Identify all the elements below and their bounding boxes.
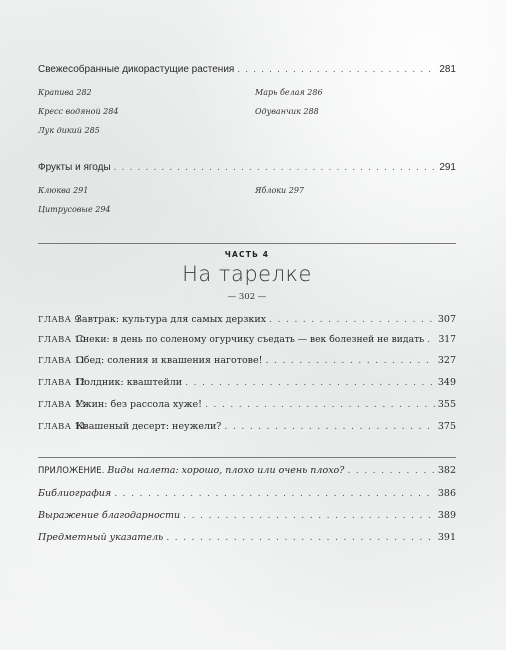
dot-leader — [265, 355, 434, 366]
toc-subitem[interactable]: Крапива 282 — [38, 88, 92, 97]
toc-chapter[interactable] — [38, 314, 456, 325]
dot-leader — [205, 399, 435, 410]
toc-section-wild-plants[interactable] — [38, 64, 456, 75]
chapter-title: Обед: соления и квашения наготове! — [76, 355, 263, 366]
chapter-label: ГЛАВА 14 — [38, 422, 86, 432]
dot-leader — [269, 314, 435, 325]
chapter-label: ГЛАВА 12 — [38, 378, 86, 388]
chapter-label: ГЛАВА 10 — [38, 335, 86, 345]
toc-subitem[interactable]: Одуванчик 288 — [255, 107, 319, 116]
dot-leader — [185, 377, 435, 388]
section-page: 281 — [439, 64, 456, 75]
divider — [38, 457, 456, 458]
toc-appendix[interactable] — [38, 465, 456, 476]
appendix-page: 382 — [437, 465, 456, 476]
appendix-prefix: ПРИЛОЖЕНИЕ. — [38, 466, 105, 476]
toc-subitem[interactable]: Яблоки 297 — [255, 186, 304, 195]
chapter-page: 327 — [437, 355, 456, 366]
toc-subitem[interactable]: Клюква 291 — [38, 186, 89, 195]
dot-leader — [237, 64, 436, 75]
chapter-title: Квашеный десерт: неужели? — [76, 421, 222, 432]
dot-leader — [427, 334, 435, 345]
dot-leader — [224, 421, 434, 432]
toc-acknowledgements[interactable] — [38, 510, 456, 521]
toc-subitem[interactable]: Кресс водяной 284 — [38, 107, 119, 116]
dot-leader — [114, 162, 437, 173]
toc-subitem[interactable]: Марь белая 286 — [255, 88, 323, 97]
section-page: 291 — [439, 162, 456, 173]
toc-chapter[interactable] — [38, 355, 456, 366]
part-label: ЧАСТЬ 4 — [224, 250, 270, 259]
appendix-title: Виды налета: хорошо, плохо или очень плохо? — [107, 465, 345, 476]
chapter-page: 307 — [437, 314, 456, 325]
section-title: Свежесобранные дикорастущие растения — [38, 64, 235, 75]
toc-chapter[interactable] — [38, 399, 456, 410]
toc-subitem[interactable]: Цитрусовые 294 — [38, 205, 111, 214]
part-title: На тарелке — [182, 262, 312, 286]
toc-index[interactable] — [38, 532, 456, 543]
chapter-label: ГЛАВА 9 — [38, 315, 81, 325]
chapter-page: 355 — [437, 399, 456, 410]
divider — [38, 243, 456, 244]
index-title: Предметный указатель — [38, 532, 164, 543]
toc-chapter[interactable] — [38, 334, 456, 345]
bibliography-title: Библиография — [38, 488, 112, 499]
chapter-title: Ужин: без рассола хуже! — [76, 399, 202, 410]
chapter-page: 375 — [437, 421, 456, 432]
toc-subitem[interactable]: Лук дикий 285 — [38, 126, 100, 135]
dot-leader — [114, 488, 435, 499]
dot-leader — [166, 532, 435, 543]
toc-chapter[interactable] — [38, 421, 456, 432]
acknowledgements-page: 389 — [437, 510, 456, 521]
chapter-title: Снеки: в день по соленому огурчику съедать — век болезней не видать — [76, 334, 425, 345]
dot-leader — [183, 510, 435, 521]
part-page: — 302 — — [227, 292, 267, 302]
chapter-label: ГЛАВА 13 — [38, 400, 86, 410]
chapter-title: Завтрак: культура для самых дерзких — [76, 314, 267, 325]
chapter-page: 317 — [438, 334, 456, 345]
dot-leader — [347, 465, 435, 476]
chapter-page: 349 — [437, 377, 456, 388]
chapter-label: ГЛАВА 11 — [38, 356, 86, 366]
chapter-title: Полдник: кваштейли — [76, 377, 183, 388]
toc-chapter[interactable] — [38, 377, 456, 388]
toc-bibliography[interactable] — [38, 488, 456, 499]
section-title: Фрукты и ягоды — [38, 162, 111, 173]
toc-section-fruits[interactable] — [38, 162, 456, 173]
acknowledgements-title: Выражение благодарности — [38, 510, 181, 521]
index-page: 391 — [437, 532, 456, 543]
bibliography-page: 386 — [437, 488, 456, 499]
